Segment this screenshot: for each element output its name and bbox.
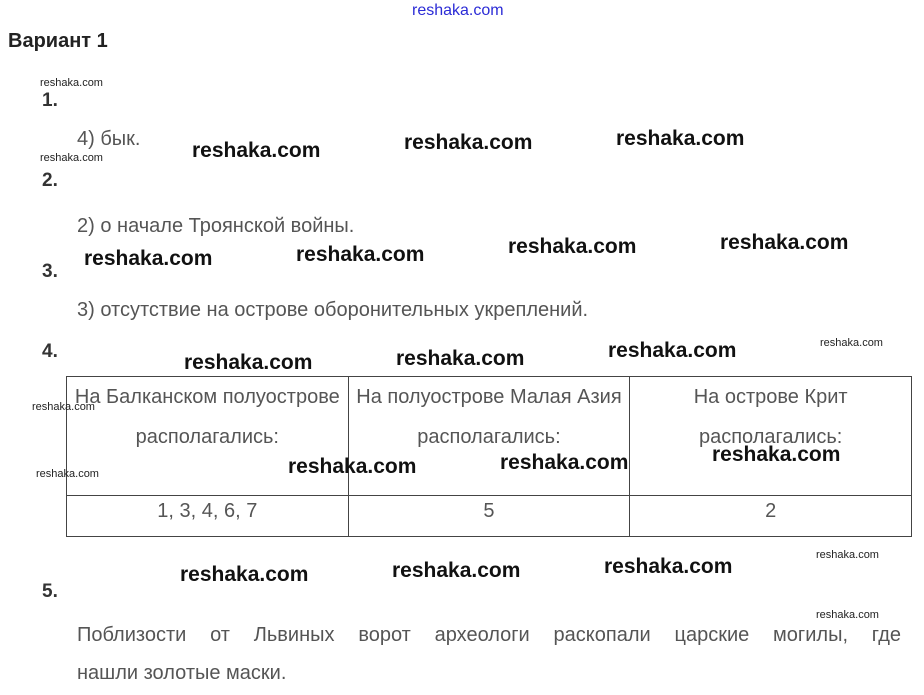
watermark: reshaka.com xyxy=(616,127,745,150)
watermark: reshaka.com xyxy=(816,609,879,621)
table-cell-crete: 2 xyxy=(630,496,912,537)
page-heading: Вариант 1 xyxy=(8,30,108,52)
question-5-answer-line-2: нашли золотые маски. xyxy=(77,662,287,684)
watermark: reshaka.com xyxy=(296,243,425,266)
table-header-row xyxy=(67,377,912,496)
watermark: reshaka.com xyxy=(820,337,883,349)
question-4-number: 4. xyxy=(42,341,58,362)
table-header-cell-crete: На острове Крит располагались: xyxy=(630,377,912,496)
question-5-answer-line-1: Поблизости от Львиных ворот археологи раскопали царские могилы, где xyxy=(77,624,901,646)
watermark: reshaka.com xyxy=(36,468,99,480)
watermark: reshaka.com xyxy=(396,347,525,370)
watermark: reshaka.com xyxy=(720,231,849,254)
watermark: reshaka.com xyxy=(184,351,313,374)
question-5-number: 5. xyxy=(42,581,58,602)
watermark: reshaka.com xyxy=(816,549,879,561)
table-header-cell-balkans: На Балканском полуострове располагались: xyxy=(67,377,349,496)
watermark: reshaka.com xyxy=(712,443,841,466)
question-3-answer: 3) отсутствие на острове оборонительных укреплений. xyxy=(77,299,589,321)
question-2-number: 2. xyxy=(42,170,58,191)
watermark: reshaka.com xyxy=(288,455,417,478)
watermark: reshaka.com xyxy=(508,235,637,258)
question-3-number: 3. xyxy=(42,261,58,282)
table-cell-asia-minor: 5 xyxy=(348,496,630,537)
table-header-cell-asia-minor: На полуострове Малая Азия располагались: xyxy=(348,377,630,496)
table-row xyxy=(67,496,912,537)
watermark: reshaka.com xyxy=(32,401,95,413)
site-logo[interactable]: reshaka.com xyxy=(412,2,504,19)
question-1-number: 1. xyxy=(42,90,58,111)
watermark: reshaka.com xyxy=(500,451,629,474)
watermark: reshaka.com xyxy=(40,77,103,89)
watermark: reshaka.com xyxy=(40,152,103,164)
watermark: reshaka.com xyxy=(604,555,733,578)
watermark: reshaka.com xyxy=(392,559,521,582)
watermark: reshaka.com xyxy=(84,247,213,270)
table-cell-balkans: 1, 3, 4, 6, 7 xyxy=(67,496,349,537)
question-2-answer: 2) о начале Троянской войны. xyxy=(77,215,355,237)
watermark: reshaka.com xyxy=(180,563,309,586)
watermark: reshaka.com xyxy=(192,139,321,162)
question-5-answer xyxy=(77,616,901,692)
watermark: reshaka.com xyxy=(608,339,737,362)
question-1-answer: 4) бык. xyxy=(77,128,141,150)
watermark: reshaka.com xyxy=(404,131,533,154)
